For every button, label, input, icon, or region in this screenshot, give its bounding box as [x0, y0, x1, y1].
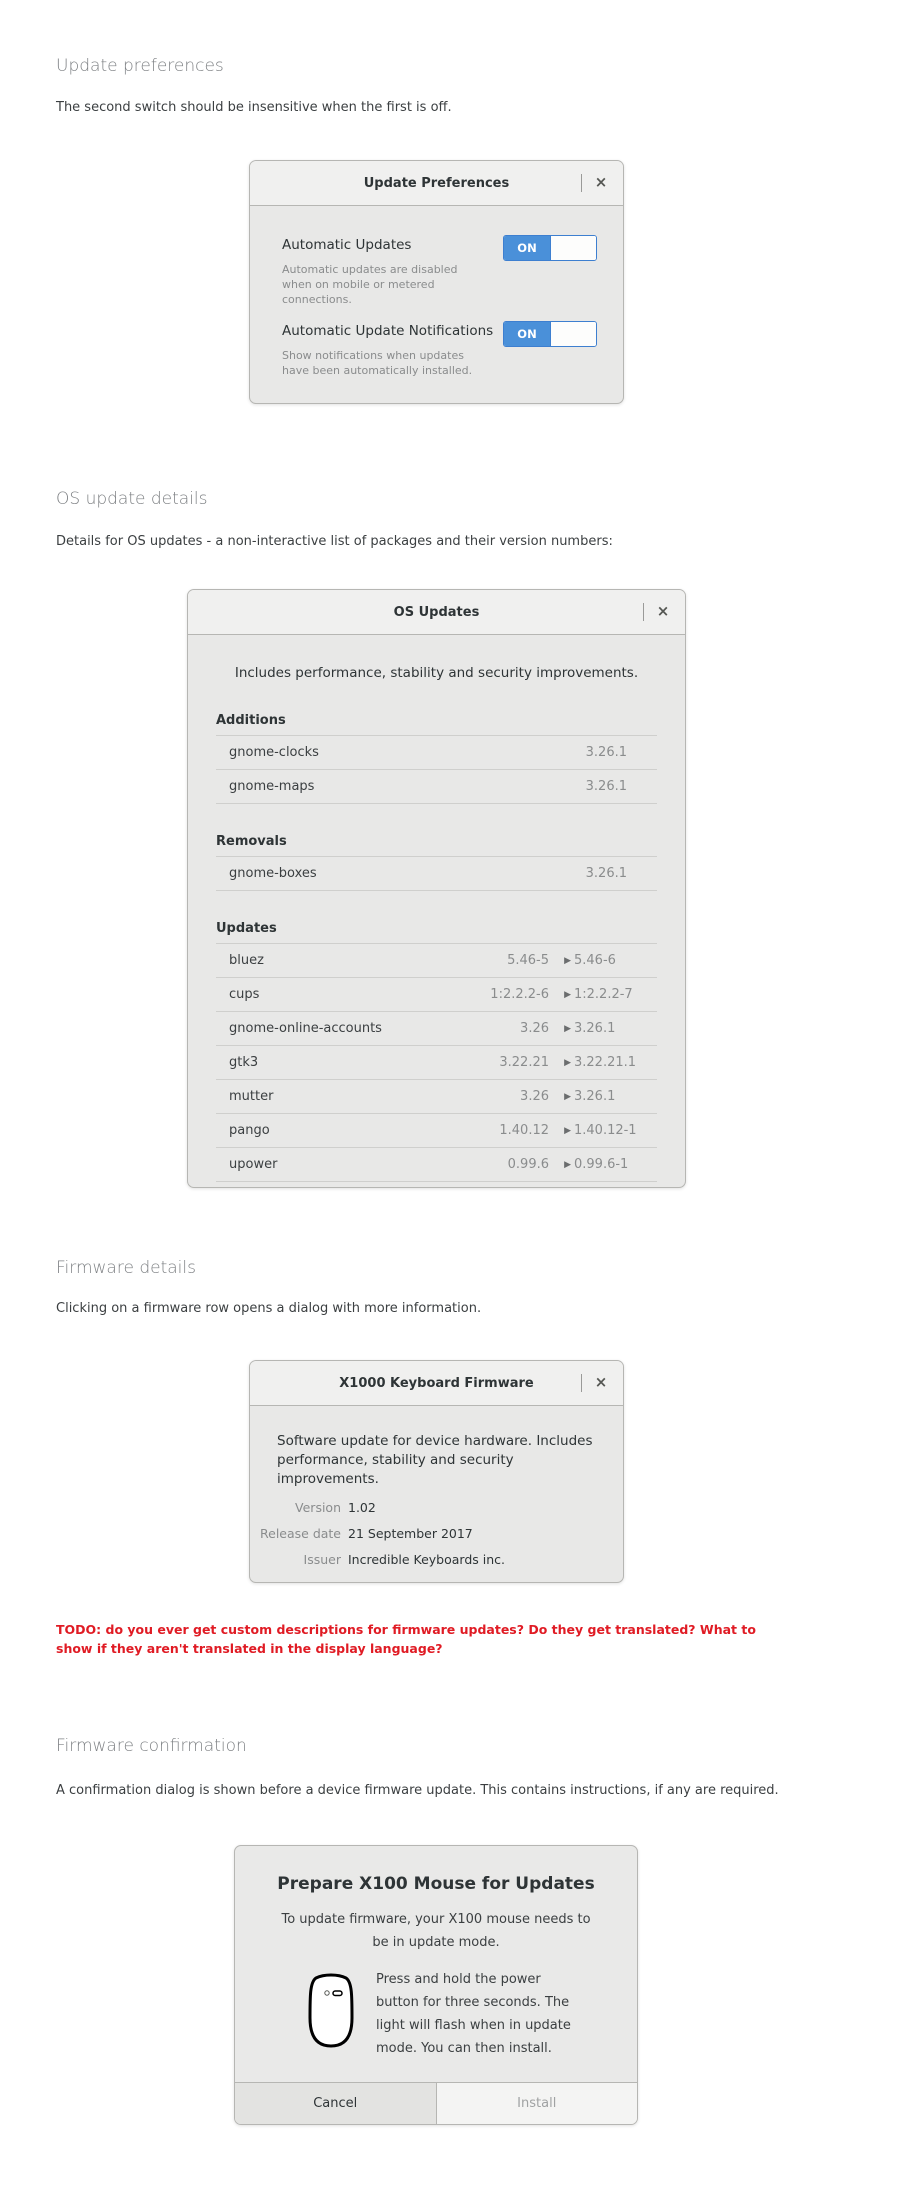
package-old-version: 5.46-5: [507, 953, 549, 968]
confirmation-instructions: Press and hold the power button for three seconds. The light will flash when in update mode. You can then install.: [376, 1972, 571, 2056]
close-icon[interactable]: ×: [656, 602, 670, 620]
titlebar-separator: [581, 174, 582, 192]
section-desc-update-preferences: The second switch should be insensitive when the first is off.: [56, 100, 452, 115]
package-old-version: 1:2.2.2-6: [490, 987, 549, 1002]
titlebar: [250, 161, 623, 206]
firmware-details-dialog: [249, 1360, 624, 1583]
os-updates-intro: Includes performance, stability and security improvements.: [234, 665, 639, 681]
package-name: gnome-boxes: [229, 866, 317, 881]
updates-group: [216, 921, 657, 1182]
todo-note: TODO: do you ever get custom descriptions for firmware updates? Do they get translated? What to show if they aren't translated in the display language?: [56, 1622, 756, 1656]
pref-label: Automatic Updates: [282, 237, 412, 253]
package-new-version: 1.40.12-1: [574, 1123, 637, 1138]
package-new-version: 0.99.6-1: [574, 1157, 629, 1172]
automatic-updates-switch[interactable]: [503, 235, 597, 261]
dialog-button-bar: [235, 2082, 637, 2124]
firmware-description: Software update for device hardware. Includes performance, stability and security improvements.: [277, 1433, 593, 1487]
package-name: cups: [229, 987, 260, 1002]
package-new-version: 3.22.21.1: [574, 1055, 637, 1070]
package-old-version: 3.26: [520, 1089, 549, 1104]
mouse-icon: [306, 1972, 356, 2060]
package-row: [216, 1046, 657, 1080]
package-name: gtk3: [229, 1055, 259, 1070]
package-name: pango: [229, 1123, 270, 1138]
issuer-label: Issuer: [303, 1552, 341, 1567]
pref-row-automatic-updates: [282, 237, 597, 307]
package-name: gnome-maps: [229, 779, 315, 794]
firmware-release-date-row: [250, 1526, 623, 1541]
pref-description: Show notifications when updates have been automatically installed.: [282, 349, 473, 377]
section-desc-firmware-details: Clicking on a firmware row opens a dialog with more information.: [56, 1301, 482, 1316]
package-new-version: 5.46-6: [574, 953, 616, 968]
package-new-version: 3.26.1: [574, 1089, 616, 1104]
install-button[interactable]: Install: [437, 2083, 638, 2124]
pref-label: Automatic Update Notifications: [282, 323, 494, 339]
switch-on-label: ON: [504, 236, 550, 260]
additions-group: [216, 713, 657, 804]
package-old-version: 3.26: [520, 1021, 549, 1036]
titlebar: [188, 590, 685, 635]
firmware-version-row: [250, 1500, 623, 1515]
arrow-right-icon: ▶: [564, 1023, 571, 1034]
arrow-right-icon: ▶: [564, 1125, 571, 1136]
package-row: [216, 1080, 657, 1114]
dialog-title: Update Preferences: [363, 175, 510, 191]
package-version: 3.26.1: [585, 779, 627, 794]
arrow-right-icon: ▶: [564, 1091, 571, 1102]
titlebar-separator: [643, 603, 644, 621]
version-label: Version: [295, 1500, 341, 1515]
pref-description: Automatic updates are disabled when on mobile or metered connections.: [282, 263, 458, 306]
section-title-update-preferences: Update preferences: [56, 56, 224, 76]
removals-group: [216, 834, 657, 891]
dialog-title: OS Updates: [393, 604, 480, 620]
arrow-right-icon: ▶: [564, 1057, 571, 1068]
package-version: 3.26.1: [585, 866, 627, 881]
dialog-title: X1000 Keyboard Firmware: [339, 1375, 534, 1391]
package-row: [216, 857, 657, 891]
section-title-firmware-confirmation: Firmware confirmation: [56, 1736, 247, 1756]
version-value: 1.02: [348, 1500, 376, 1515]
package-row: [216, 1012, 657, 1046]
package-row: [216, 736, 657, 770]
confirmation-body: [306, 1972, 586, 2060]
section-desc-os-update-details: Details for OS updates - a non-interactive list of packages and their version numbers:: [56, 534, 613, 549]
confirmation-title: Prepare X100 Mouse for Updates: [277, 1874, 595, 1894]
pref-row-automatic-update-notifications: [282, 323, 597, 378]
package-row: [216, 770, 657, 804]
package-old-version: 1.40.12: [499, 1123, 549, 1138]
firmware-confirmation-dialog: [234, 1845, 638, 2125]
switch-knob: [550, 322, 596, 346]
package-row: [216, 1148, 657, 1182]
os-updates-dialog: [187, 589, 686, 1188]
cancel-button[interactable]: Cancel: [235, 2083, 437, 2124]
package-name: upower: [229, 1157, 278, 1172]
section-desc-firmware-confirmation: A confirmation dialog is shown before a device firmware update. This contains instructions, if any are required.: [56, 1783, 779, 1798]
issuer-value: Incredible Keyboards inc.: [348, 1552, 506, 1567]
switch-knob: [550, 236, 596, 260]
package-new-version: 3.26.1: [574, 1021, 616, 1036]
package-version: 3.26.1: [585, 745, 627, 760]
arrow-right-icon: ▶: [564, 1159, 571, 1170]
section-title-firmware-details: Firmware details: [56, 1258, 196, 1278]
close-icon[interactable]: ×: [594, 173, 608, 191]
package-row: [216, 1114, 657, 1148]
group-title-additions: Additions: [216, 713, 657, 736]
arrow-right-icon: ▶: [564, 955, 571, 966]
close-icon[interactable]: ×: [594, 1373, 608, 1391]
package-name: gnome-clocks: [229, 745, 319, 760]
arrow-right-icon: ▶: [564, 989, 571, 1000]
confirmation-text: To update firmware, your X100 mouse needs to be in update mode.: [281, 1912, 591, 1950]
section-title-os-update-details: OS update details: [56, 489, 208, 509]
firmware-properties: [250, 1500, 623, 1567]
group-title-removals: Removals: [216, 834, 657, 857]
titlebar: [250, 1361, 623, 1406]
update-preferences-dialog: [249, 160, 624, 404]
package-old-version: 3.22.21: [499, 1055, 549, 1070]
release-date-label: Release date: [260, 1526, 341, 1541]
titlebar-separator: [581, 1374, 582, 1392]
package-new-version: 1:2.2.2-7: [574, 987, 633, 1002]
package-row: [216, 944, 657, 978]
switch-on-label: ON: [504, 322, 550, 346]
package-name: mutter: [229, 1089, 274, 1104]
package-row: [216, 978, 657, 1012]
firmware-issuer-row: [250, 1552, 623, 1567]
package-name: bluez: [229, 953, 264, 968]
release-date-value: 21 September 2017: [348, 1526, 473, 1541]
package-name: gnome-online-accounts: [229, 1021, 382, 1036]
automatic-update-notifications-switch[interactable]: [503, 321, 597, 347]
group-title-updates: Updates: [216, 921, 657, 944]
package-old-version: 0.99.6: [507, 1157, 549, 1172]
